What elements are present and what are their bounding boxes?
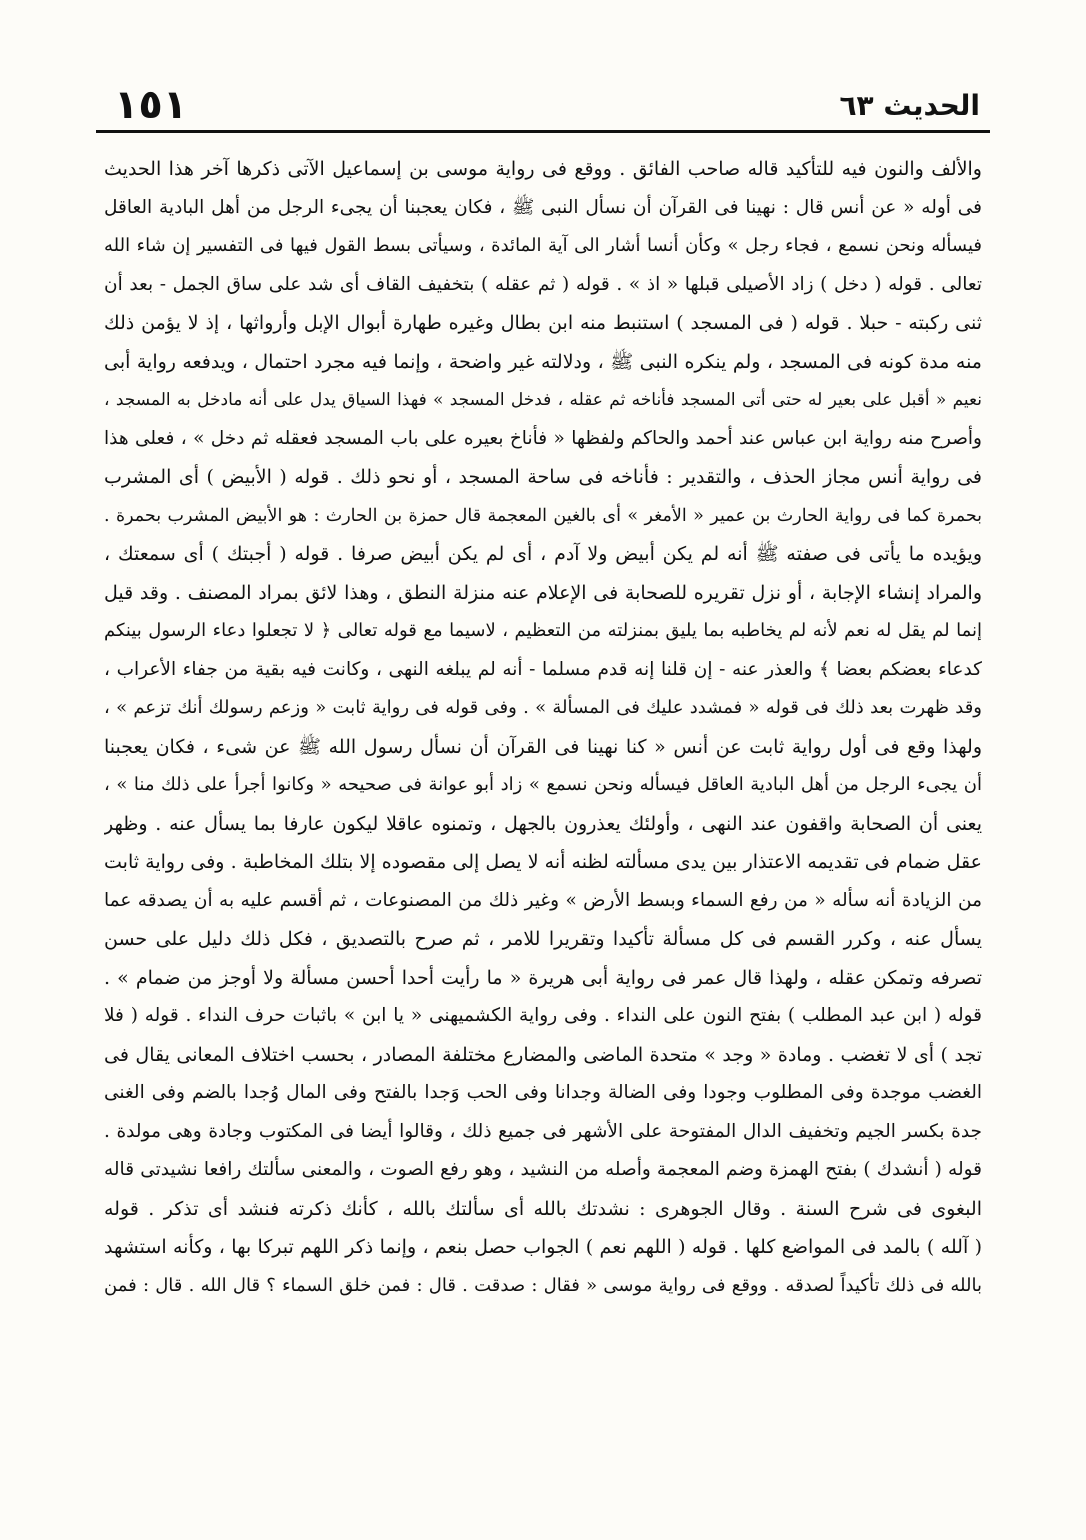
text-line: ولهذا وقع فى أول رواية ثابت عن أنس « كنا نهينا فى القرآن أن نسأل رسول الله ﷺ عن شىء ، فكان يعجبنا [104,735,982,758]
text-line: وقد ظهرت بعد ذلك فى قوله « فمشدد عليك فى المسألة » . وفى قوله فى رواية ثابت « وزعم رسولك أنك تزعم » ، [104,697,982,718]
text-line: البغوى فى شرح السنة . وقال الجوهرى : نشدتك بالله أى سألتك بالله ، كأنك ذكرته فنشد أى تذكر . قوله [104,1197,982,1220]
text-line: ثنى ركبته - حبلا . قوله ( فى المسجد ) استنبط منه ابن بطال وغيره طهارة أبوال الإبل وأرواثها ، إذ لا يؤمن ذلك [104,312,982,334]
text-line: منه مدة كونه فى المسجد ، ولم ينكره النبى ﷺ ، ودلالته غير واضحة ، وإنما فيه مجرد احتمال ، ويدفعه رواية أبى [104,350,982,373]
commentary-text [104,150,982,1305]
text-line: قوله ( ابن عبد المطلب ) بفتح النون على النداء . وفى رواية الكشميهنى « يا ابن » باثبات حرف النداء . قوله ( فلا [104,1005,982,1026]
text-line: جدة بكسر الجيم وتخفيف الدال المفتوحة على الأشهر فى جميع ذلك ، وقالوا أيضا فى المكتوب وجادة وهى مولدة . [104,1120,982,1142]
page-number: ١٥١ [114,82,188,128]
text-line: تصرفه وتمكن عقله ، ولهذا قال عمر فى رواية أبى هريرة « ما رأيت أحدا أحسن مسألة ولا أوجز من ضمام » . [104,966,982,989]
text-line: ويؤيده ما يأتى فى صفته ﷺ أنه لم يكن أبيض ولا آدم ، أى لم يكن أبيض صرفا . قوله ( أجبتك ) أى سمعتك ، [104,543,982,565]
text-line: نعيم « أقبل على بعير له حتى أتى المسجد فأناخه ثم عقله ، فدخل المسجد » فهذا السياق يدل على أنه مادخل به المسجد ، [104,390,982,410]
text-line: كدعاء بعضكم بعضا ﴾ والعذر عنه - إن قلنا إنه قدم مسلما - أنه لم يبلغه النهى ، وكانت فيه بقية من جفاء الأعراب ، [104,658,982,680]
text-line: ( آلله ) بالمد فى المواضع كلها . قوله ( اللهم نعم ) الجواب حصل بنعم ، وإنما ذكر اللهم تبركا بها ، وكأنه استشهد [104,1236,982,1258]
text-line: قوله ( أنشدك ) بفتح الهمزة وضم المعجمة وأصله من النشيد ، وهو رفع الصوت ، والمعنى سألتك رافعا نشيدتى قاله [104,1159,982,1180]
text-line: والمراد إنشاء الإجابة ، أو نزل تقريره للصحابة فى الإعلام عنه منزلة النطق ، وهذا لائق بمراد المصنف . وقد قيل [104,581,982,604]
text-line: وأصرح منه رواية ابن عباس عند أحمد والحاكم ولفظها « فأناخ بعيره على باب المسجد فعقله ثم دخل » ، فعلى هذا [104,427,982,449]
text-line: إنما لم يقل له نعم لأنه لم يخاطبه بما يليق بمنزلته من التعظيم ، لاسيما مع قوله تعالى ﴿ لا تجعلوا دعاء الرسول بينكم [104,620,982,641]
running-title: الحديث ٦٣ [839,89,980,122]
text-line: أن يجىء الرجل من أهل البادية العاقل فيسأله ونحن نسمع » زاد أبو عوانة فى صحيحه « وكانوا أجرأ على ذلك منا » ، [104,774,982,795]
text-line: الغضب موجدة وفى المطلوب وجودا وفى الضالة وجدانا وفى الحب وَجدا بالفتح وفى المال وُجدا بالضم وفى الغنى [104,1082,982,1103]
text-line: يسأل عنه ، وكرر القسم فى كل مسألة تأكيدا وتقريرا للامر ، ثم صرح بالتصديق ، فكل ذلك دليل على حسن [104,928,982,950]
text-line: من الزيادة أنه سأله « من رفع السماء وبسط الأرض » وغير ذلك من المصنوعات ، ثم أقسم عليه به أن يصدقه عما [104,889,982,911]
page-header [96,80,990,133]
text-line: فى رواية أنس مجاز الحذف ، والتقدير : فأناخه فى ساحة المسجد ، أو نحو ذلك . قوله ( الأبيض ) أى المشرب [104,466,982,488]
text-line: فى أوله « عن أنس قال : نهينا فى القرآن أن نسأل النبى ﷺ ، فكان يعجبنا أن يجىء الرجل من أهل البادية العاقل [104,196,982,218]
text-line: يعنى أن الصحابة واقفون عند النهى ، وأولئك يعذرون بالجهل ، وتمنوه عاقلا ليكون عارفا بما يسأل عنه . وظهر [104,812,982,835]
text-line: والألف والنون فيه للتأكيد قاله صاحب الفائق . ووقع فى رواية موسى بن إسماعيل الآتى ذكرها آخر هذا الحديث [104,158,982,180]
text-line: تجد ) أى لا تغضب . ومادة « وجد » متحدة الماضى والمضارع مختلفة المصادر ، بحسب اختلاف المعانى يقال فى [104,1043,982,1066]
text-line: بحمرة كما فى رواية الحارث بن عمير « الأمغر » أى بالغين المعجمة قال حمزة بن الحارث : هو الأبيض المشرب بحمرة . [104,505,982,526]
text-line: بالله فى ذلك تأكيداً لصدقه . ووقع فى رواية موسى « فقال : صدقت . قال : فمن خلق السماء ؟ قال الله . قال : فمن [104,1274,982,1296]
text-line: تعالى . قوله ( دخل ) زاد الأصيلى قبلها « اذ » . قوله ( ثم عقله ) بتخفيف القاف أى شد على ساق الجمل - بعد أن [104,273,982,295]
text-line: عقل ضمام فى تقديمه الاعتذار بين يدى مسألته لظنه أنه لا يصل إلى مقصوده إلا بتلك المخاطبة . وفى رواية ثابت [104,851,982,873]
text-line: فيسأله ونحن نسمع ، فجاء رجل » وكأن أنسا أشار الى آية المائدة ، وسيأتى بسط القول فيها فى التفسير إن شاء الله [104,235,982,256]
